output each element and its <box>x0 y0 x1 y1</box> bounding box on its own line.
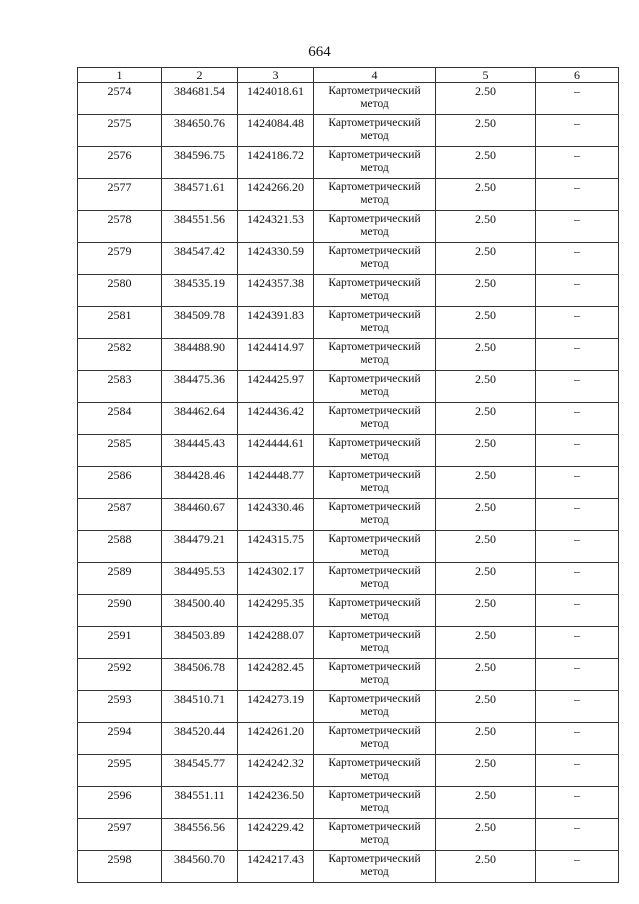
x-coordinate-cell: 384488.90 <box>162 339 238 371</box>
y-coordinate-cell: 1424414.97 <box>238 339 314 371</box>
accuracy-cell: 2.50 <box>436 147 536 179</box>
y-coordinate-cell: 1424425.97 <box>238 371 314 403</box>
y-coordinate-cell: 1424357.38 <box>238 275 314 307</box>
table-row <box>78 211 619 243</box>
note-cell: – <box>536 371 619 403</box>
table-row <box>78 275 619 307</box>
note-cell: – <box>536 531 619 563</box>
coordinates-table <box>77 67 619 883</box>
note-cell: – <box>536 179 619 211</box>
table-row <box>78 179 619 211</box>
table-header-row <box>78 68 619 83</box>
method-cell: Картометрический метод <box>314 755 436 787</box>
table-row <box>78 467 619 499</box>
table-row <box>78 147 619 179</box>
method-cell: Картометрический метод <box>314 115 436 147</box>
y-coordinate-cell: 1424330.59 <box>238 243 314 275</box>
point-number-cell: 2576 <box>78 147 162 179</box>
y-coordinate-cell: 1424282.45 <box>238 659 314 691</box>
y-coordinate-cell: 1424391.83 <box>238 307 314 339</box>
y-coordinate-cell: 1424018.61 <box>238 83 314 115</box>
table-row <box>78 595 619 627</box>
x-coordinate-cell: 384475.36 <box>162 371 238 403</box>
y-coordinate-cell: 1424295.35 <box>238 595 314 627</box>
y-coordinate-cell: 1424236.50 <box>238 787 314 819</box>
point-number-cell: 2582 <box>78 339 162 371</box>
table-row <box>78 115 619 147</box>
point-number-cell: 2588 <box>78 531 162 563</box>
point-number-cell: 2581 <box>78 307 162 339</box>
method-cell: Картометрический метод <box>314 819 436 851</box>
point-number-cell: 2594 <box>78 723 162 755</box>
method-cell: Картометрический метод <box>314 691 436 723</box>
point-number-cell: 2586 <box>78 467 162 499</box>
table-row <box>78 659 619 691</box>
point-number-cell: 2590 <box>78 595 162 627</box>
point-number-cell: 2596 <box>78 787 162 819</box>
accuracy-cell: 2.50 <box>436 435 536 467</box>
x-coordinate-cell: 384545.77 <box>162 755 238 787</box>
method-cell: Картометрический метод <box>314 787 436 819</box>
method-cell: Картометрический метод <box>314 627 436 659</box>
method-cell: Картометрический метод <box>314 371 436 403</box>
accuracy-cell: 2.50 <box>436 563 536 595</box>
accuracy-cell: 2.50 <box>436 243 536 275</box>
note-cell: – <box>536 723 619 755</box>
method-cell: Картометрический метод <box>314 179 436 211</box>
table-row <box>78 563 619 595</box>
y-coordinate-cell: 1424288.07 <box>238 627 314 659</box>
method-cell: Картометрический метод <box>314 531 436 563</box>
point-number-cell: 2593 <box>78 691 162 723</box>
point-number-cell: 2591 <box>78 627 162 659</box>
x-coordinate-cell: 384503.89 <box>162 627 238 659</box>
y-coordinate-cell: 1424330.46 <box>238 499 314 531</box>
x-coordinate-cell: 384556.56 <box>162 819 238 851</box>
accuracy-cell: 2.50 <box>436 211 536 243</box>
table-row <box>78 371 619 403</box>
accuracy-cell: 2.50 <box>436 787 536 819</box>
note-cell: – <box>536 595 619 627</box>
table-row <box>78 531 619 563</box>
x-coordinate-cell: 384479.21 <box>162 531 238 563</box>
method-cell: Картометрический метод <box>314 563 436 595</box>
table-row <box>78 435 619 467</box>
x-coordinate-cell: 384509.78 <box>162 307 238 339</box>
method-cell: Картометрический метод <box>314 339 436 371</box>
column-header: 4 <box>314 68 436 83</box>
x-coordinate-cell: 384650.76 <box>162 115 238 147</box>
y-coordinate-cell: 1424186.72 <box>238 147 314 179</box>
accuracy-cell: 2.50 <box>436 115 536 147</box>
table-row <box>78 819 619 851</box>
note-cell: – <box>536 275 619 307</box>
x-coordinate-cell: 384551.11 <box>162 787 238 819</box>
note-cell: – <box>536 211 619 243</box>
point-number-cell: 2577 <box>78 179 162 211</box>
accuracy-cell: 2.50 <box>436 819 536 851</box>
method-cell: Картометрический метод <box>314 467 436 499</box>
note-cell: – <box>536 787 619 819</box>
y-coordinate-cell: 1424321.53 <box>238 211 314 243</box>
point-number-cell: 2584 <box>78 403 162 435</box>
x-coordinate-cell: 384596.75 <box>162 147 238 179</box>
y-coordinate-cell: 1424315.75 <box>238 531 314 563</box>
note-cell: – <box>536 83 619 115</box>
x-coordinate-cell: 384520.44 <box>162 723 238 755</box>
method-cell: Картометрический метод <box>314 243 436 275</box>
accuracy-cell: 2.50 <box>436 755 536 787</box>
table-row <box>78 851 619 883</box>
y-coordinate-cell: 1424229.42 <box>238 819 314 851</box>
x-coordinate-cell: 384445.43 <box>162 435 238 467</box>
table-row <box>78 691 619 723</box>
note-cell: – <box>536 755 619 787</box>
method-cell: Картометрический метод <box>314 275 436 307</box>
point-number-cell: 2598 <box>78 851 162 883</box>
method-cell: Картометрический метод <box>314 403 436 435</box>
note-cell: – <box>536 819 619 851</box>
note-cell: – <box>536 627 619 659</box>
point-number-cell: 2587 <box>78 499 162 531</box>
y-coordinate-cell: 1424444.61 <box>238 435 314 467</box>
note-cell: – <box>536 659 619 691</box>
table-row <box>78 499 619 531</box>
point-number-cell: 2578 <box>78 211 162 243</box>
note-cell: – <box>536 115 619 147</box>
point-number-cell: 2579 <box>78 243 162 275</box>
accuracy-cell: 2.50 <box>436 339 536 371</box>
table-row <box>78 627 619 659</box>
x-coordinate-cell: 384506.78 <box>162 659 238 691</box>
table-row <box>78 307 619 339</box>
accuracy-cell: 2.50 <box>436 83 536 115</box>
y-coordinate-cell: 1424217.43 <box>238 851 314 883</box>
column-header: 1 <box>78 68 162 83</box>
point-number-cell: 2589 <box>78 563 162 595</box>
accuracy-cell: 2.50 <box>436 371 536 403</box>
x-coordinate-cell: 384681.54 <box>162 83 238 115</box>
y-coordinate-cell: 1424242.32 <box>238 755 314 787</box>
table-row <box>78 243 619 275</box>
y-coordinate-cell: 1424436.42 <box>238 403 314 435</box>
note-cell: – <box>536 339 619 371</box>
x-coordinate-cell: 384535.19 <box>162 275 238 307</box>
accuracy-cell: 2.50 <box>436 275 536 307</box>
method-cell: Картометрический метод <box>314 147 436 179</box>
x-coordinate-cell: 384500.40 <box>162 595 238 627</box>
x-coordinate-cell: 384428.46 <box>162 467 238 499</box>
x-coordinate-cell: 384571.61 <box>162 179 238 211</box>
accuracy-cell: 2.50 <box>436 851 536 883</box>
point-number-cell: 2592 <box>78 659 162 691</box>
accuracy-cell: 2.50 <box>436 499 536 531</box>
method-cell: Картометрический метод <box>314 499 436 531</box>
table-row <box>78 403 619 435</box>
column-header: 2 <box>162 68 238 83</box>
point-number-cell: 2595 <box>78 755 162 787</box>
x-coordinate-cell: 384460.67 <box>162 499 238 531</box>
method-cell: Картометрический метод <box>314 307 436 339</box>
method-cell: Картометрический метод <box>314 659 436 691</box>
method-cell: Картометрический метод <box>314 83 436 115</box>
point-number-cell: 2580 <box>78 275 162 307</box>
y-coordinate-cell: 1424084.48 <box>238 115 314 147</box>
method-cell: Картометрический метод <box>314 435 436 467</box>
accuracy-cell: 2.50 <box>436 659 536 691</box>
x-coordinate-cell: 384510.71 <box>162 691 238 723</box>
y-coordinate-cell: 1424273.19 <box>238 691 314 723</box>
column-header: 5 <box>436 68 536 83</box>
accuracy-cell: 2.50 <box>436 307 536 339</box>
point-number-cell: 2583 <box>78 371 162 403</box>
note-cell: – <box>536 307 619 339</box>
table-row <box>78 787 619 819</box>
accuracy-cell: 2.50 <box>436 627 536 659</box>
note-cell: – <box>536 403 619 435</box>
accuracy-cell: 2.50 <box>436 723 536 755</box>
x-coordinate-cell: 384560.70 <box>162 851 238 883</box>
x-coordinate-cell: 384547.42 <box>162 243 238 275</box>
note-cell: – <box>536 435 619 467</box>
table-row <box>78 723 619 755</box>
note-cell: – <box>536 851 619 883</box>
x-coordinate-cell: 384462.64 <box>162 403 238 435</box>
note-cell: – <box>536 147 619 179</box>
table-row <box>78 755 619 787</box>
y-coordinate-cell: 1424302.17 <box>238 563 314 595</box>
point-number-cell: 2574 <box>78 83 162 115</box>
y-coordinate-cell: 1424266.20 <box>238 179 314 211</box>
accuracy-cell: 2.50 <box>436 691 536 723</box>
accuracy-cell: 2.50 <box>436 531 536 563</box>
method-cell: Картометрический метод <box>314 595 436 627</box>
x-coordinate-cell: 384551.56 <box>162 211 238 243</box>
table-row <box>78 83 619 115</box>
x-coordinate-cell: 384495.53 <box>162 563 238 595</box>
method-cell: Картометрический метод <box>314 851 436 883</box>
note-cell: – <box>536 243 619 275</box>
point-number-cell: 2575 <box>78 115 162 147</box>
note-cell: – <box>536 691 619 723</box>
method-cell: Картометрический метод <box>314 723 436 755</box>
point-number-cell: 2585 <box>78 435 162 467</box>
note-cell: – <box>536 467 619 499</box>
column-header: 3 <box>238 68 314 83</box>
note-cell: – <box>536 563 619 595</box>
note-cell: – <box>536 499 619 531</box>
y-coordinate-cell: 1424448.77 <box>238 467 314 499</box>
accuracy-cell: 2.50 <box>436 467 536 499</box>
y-coordinate-cell: 1424261.20 <box>238 723 314 755</box>
method-cell: Картометрический метод <box>314 211 436 243</box>
column-header: 6 <box>536 68 619 83</box>
accuracy-cell: 2.50 <box>436 403 536 435</box>
table-row <box>78 339 619 371</box>
point-number-cell: 2597 <box>78 819 162 851</box>
accuracy-cell: 2.50 <box>436 179 536 211</box>
accuracy-cell: 2.50 <box>436 595 536 627</box>
page-number: 664 <box>308 44 331 60</box>
